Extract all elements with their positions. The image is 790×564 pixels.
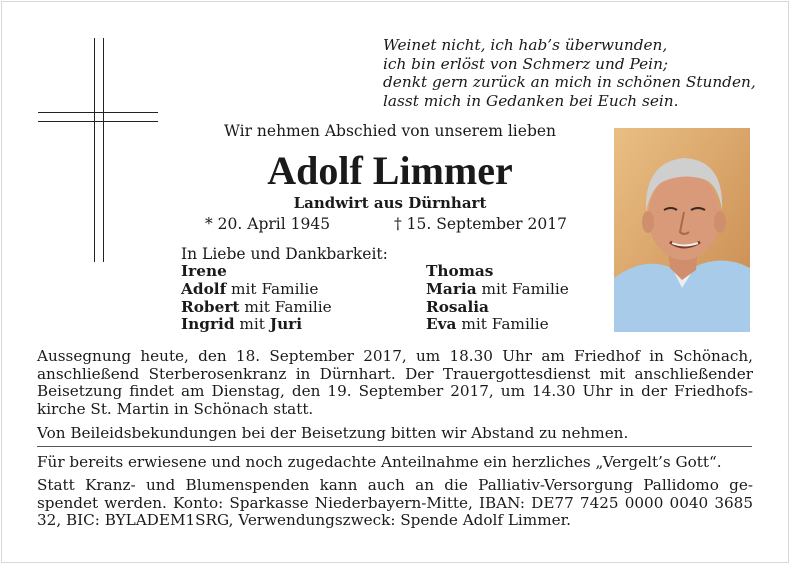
deceased-name: Adolf Limmer	[267, 148, 513, 193]
death-date: † 15. September 2017	[394, 215, 567, 233]
portrait-photo	[614, 128, 750, 332]
poem	[383, 36, 773, 110]
mourners-left-column	[181, 263, 332, 334]
mourner-entry: Irene	[181, 262, 227, 280]
poem-line: denkt gern zurück an mich in schönen Stunden,	[383, 73, 756, 91]
poem-line: ich bin erlöst von Schmerz und Pein;	[383, 54, 669, 73]
deceased-subtitle: Landwirt aus Dürnhart	[293, 194, 487, 212]
thanks-text: Für bereits erwiesene und noch zugedachte Anteilnahme ein herzliches „Vergelt’s Gott“.	[37, 453, 722, 471]
mourner-entry: Adolf mit Familie	[181, 279, 319, 298]
poem-line: Weinet nicht, ich hab’s überwunden,	[383, 36, 668, 54]
mourner-entry: Ingrid mit Juri	[181, 315, 303, 334]
intro-text: Wir nehmen Abschied von unserem lieben	[223, 122, 557, 140]
divider	[37, 446, 752, 447]
mourner-entry: Thomas	[426, 262, 494, 280]
birth-date: * 20. April 1945	[205, 215, 331, 233]
mourners-right-column	[426, 263, 569, 334]
mourner-entry: Maria mit Familie	[426, 279, 569, 298]
mourner-entry: Rosalia	[426, 297, 489, 316]
donation-text: Statt Kranz- und Blumenspenden kann auch an die Palliativ-Versorgung Pallidomo ge- spendet werden. Konto: Sparkasse Niederbayern-Mitte, IBAN: DE77 7425 0000 0040 3685 32, BIC: BYLADEM1SRG, Verwendungszweck: Spende Adolf Limmer.	[37, 476, 753, 530]
mourners-heading: In Liebe und Dankbarkeit:	[181, 245, 388, 263]
poem-line: lasst mich in Gedanken bei Euch sein.	[383, 91, 679, 110]
condolence-note-text: Von Beileidsbekundungen bei der Beisetzung bitten wir Abstand zu nehmen.	[37, 424, 629, 442]
funeral-details-text: Aussegnung heute, den 18. September 2017, um 18.30 Uhr am Friedhof in Schönach, anschließend Sterberosenkranz in Dürnhart. Der Trauergottesdienst mit anschließender Beisetzung findet am Dienstag, den 19. September 2017, um 14.30 Uhr in der Friedhofs- kirche St. Martin in Schönach statt.	[37, 347, 753, 418]
mourner-entry: Eva mit Familie	[426, 315, 549, 334]
mourner-entry: Robert mit Familie	[181, 297, 332, 316]
